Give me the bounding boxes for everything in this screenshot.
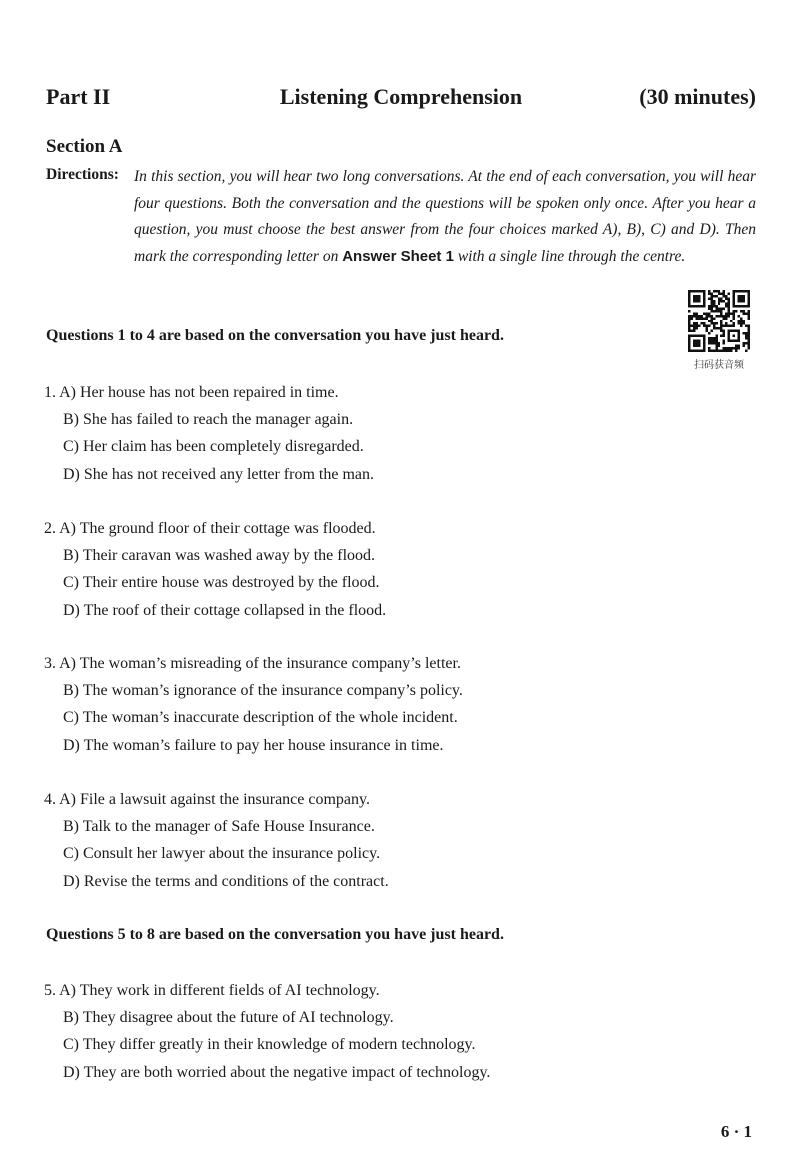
answer-sheet-ref: Answer Sheet 1	[342, 247, 454, 265]
directions-label: Directions:	[46, 166, 119, 183]
option-d: D) The roof of their cottage collapsed in the flood.	[63, 601, 387, 619]
option-a: 4. A) File a lawsuit against the insurance company.	[44, 791, 370, 808]
option-b: B) The woman’s ignorance of the insurance company’s policy.	[63, 682, 463, 700]
option-c: C) Consult her lawyer about the insurance policy.	[63, 845, 381, 863]
time-allowed: (30 minutes)	[639, 84, 756, 109]
section-title: Section A	[46, 136, 123, 157]
option-b: B) Their caravan was washed away by the flood.	[63, 547, 376, 565]
directions-text-after: with a single line through the centre.	[453, 247, 686, 265]
option-a: 1. A) Her house has not been repaired in time.	[44, 384, 339, 401]
question-2	[44, 515, 664, 624]
option-b: B) They disagree about the future of AI technology.	[63, 1009, 394, 1027]
option-b: B) She has failed to reach the manager again.	[63, 411, 354, 429]
option-d: D) They are both worried about the negative impact of technology.	[63, 1063, 491, 1081]
question-1	[44, 379, 664, 488]
option-d: D) She has not received any letter from the man.	[63, 465, 374, 483]
option-d: D) Revise the terms and conditions of the contract.	[63, 872, 389, 890]
qr-code-icon[interactable]	[688, 290, 750, 352]
option-c: C) The woman’s inaccurate description of the whole incident.	[63, 709, 458, 727]
directions-text	[134, 164, 756, 270]
part-title: Listening Comprehension	[279, 84, 523, 109]
part-label: Part II	[46, 84, 111, 109]
option-a: 3. A) The woman’s misreading of the insurance company’s letter.	[44, 655, 461, 672]
question-group-heading: Questions 5 to 8 are based on the conversation you have just heard.	[46, 926, 504, 943]
question-5	[44, 977, 664, 1086]
option-c: C) Her claim has been completely disregarded.	[63, 438, 364, 456]
question-group-heading: Questions 1 to 4 are based on the conversation you have just heard.	[46, 327, 504, 344]
option-d: D) The woman’s failure to pay her house insurance in time.	[63, 736, 444, 754]
option-c: C) Their entire house was destroyed by the flood.	[63, 574, 380, 592]
option-b: B) Talk to the manager of Safe House Insurance.	[63, 818, 375, 836]
directions-text-before: In this section, you will hear two long conversations. At the end of each conversation, you will hear four questions. Both the conversation and the questions will be spoken only once. After you hear a question, you must choose the best answer from the four choices marked A), B), C) and D). Then mark the corresponding letter on	[134, 168, 756, 265]
part-header	[46, 84, 756, 118]
qr-caption: 扫码获音频	[694, 360, 744, 371]
question-4	[44, 786, 664, 895]
page-number: 6 · 1	[720, 1122, 752, 1141]
option-c: C) They differ greatly in their knowledge of modern technology.	[63, 1036, 476, 1054]
option-a: 5. A) They work in different fields of AI technology.	[44, 982, 380, 999]
option-a: 2. A) The ground floor of their cottage was flooded.	[44, 520, 376, 537]
question-3	[44, 650, 664, 759]
